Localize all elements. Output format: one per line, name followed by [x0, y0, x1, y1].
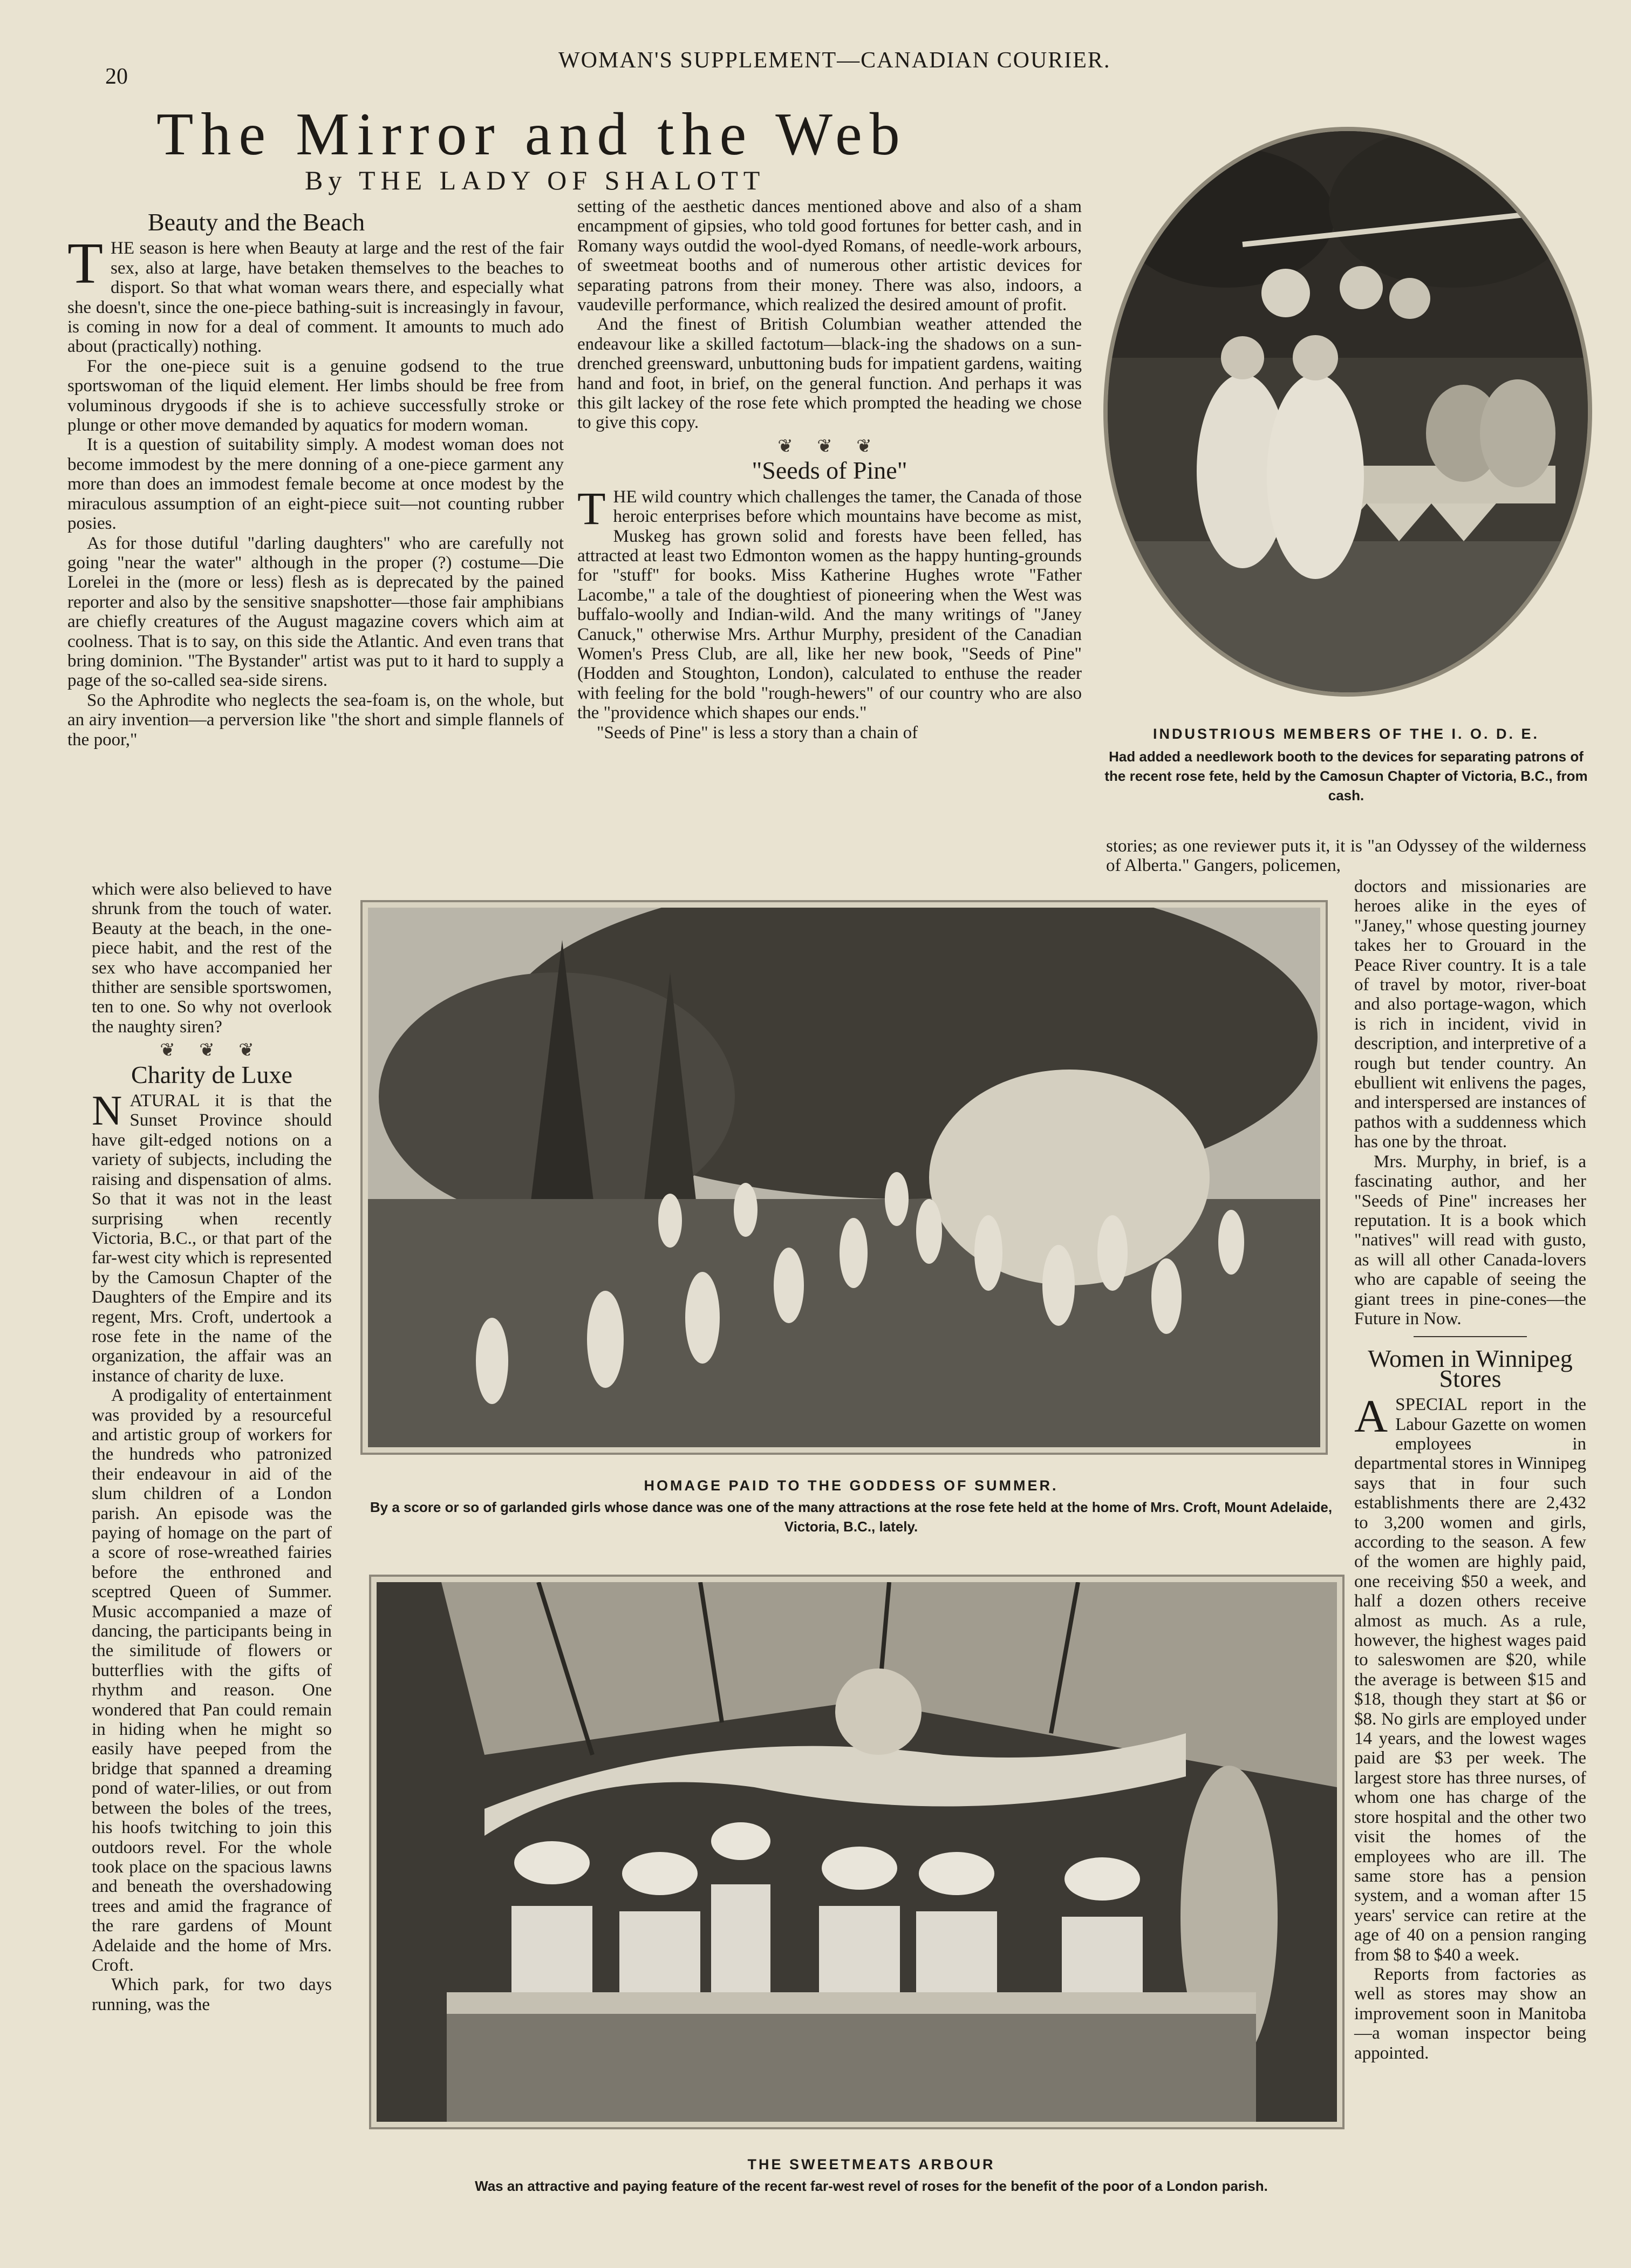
column-right-narrow: [1354, 877, 1586, 2063]
photo-iode-image: [1108, 131, 1588, 692]
caption-text: Was an attractive and paying feature of the recent far-west revel of roses for the benefit of the poor of a London parish.: [475, 2178, 1268, 2194]
column-beauty: [67, 209, 564, 750]
photo-homage-image: [368, 908, 1320, 1447]
page-number: 20: [105, 64, 128, 89]
paragraph: stories; as one reviewer puts it, it is "an Odyssey of the wilderness of Alberta." Gangers, policemen,: [1106, 836, 1586, 876]
caption-arbour: [378, 2156, 1365, 2196]
paragraph: For the one-piece suit is a genuine godsend to the true sportswoman of the liquid element. Her limbs should be free from voluminous drygoods if she is to achieve successfully stroke or plunge or other move demanded by aquatics for modern woman.: [67, 356, 564, 435]
drop-cap: T: [577, 482, 606, 534]
ornament: ❦ ❦ ❦: [777, 436, 882, 457]
caption-title: HOMAGE PAID TO THE GODDESS OF SUMMER.: [644, 1477, 1059, 1494]
section-rule: [1414, 1336, 1527, 1337]
paragraph: Reports from factories as well as stores may show an improvement soon in Manitoba—a woman inspector being appointed.: [1354, 1964, 1586, 2063]
paragraph: THE season is here when Beauty at large and the rest of the fair sex, also at large, have betaken themselves to the beaches to disport. So that what woman wears there, and especially what she doesn't, since the one-piece bathing-suit is increasingly in favour, is coming in now for a deal of comment. It amounts to much ado about (practically) nothing.: [67, 231, 564, 357]
photo-homage: [363, 902, 1326, 1453]
caption-text: By a score or so of garlanded girls whose dance was one of the many attractions at the rose fete held at the home of Mrs. Croft, Mount Adelaide, Victoria, B.C., lately.: [370, 1499, 1333, 1535]
photo-iode: [1103, 127, 1592, 697]
paragraph: "Seeds of Pine" is less a story than a chain of: [597, 723, 918, 743]
photo-arbour: [371, 1577, 1342, 2127]
drop-cap: T: [67, 231, 103, 296]
paragraph: Mrs. Murphy, in brief, is a fascinating author, and her "Seeds of Pine" increases her reputation. It is a book which "natives" will read with gusto, as will all other Canada-lovers who are capable of seeing the giant trees in pine-cones—the Future in Now.: [1354, 1152, 1586, 1329]
paragraph: So the Aphrodite who neglects the sea-foam is, on the whole, but an airy invention—a perversion like "the short and simple flannels of the poor,": [67, 690, 564, 750]
paragraph: Which park, for two days running, was the: [92, 1975, 332, 2014]
paragraph: ASPECIAL report in the Labour Gazette on women employees in departmental stores in Winnipeg says that in four such establishments there are 2,432 to 3,200 women and girls, according to the season. A few of the women are highly paid, one receiving $50 a week, and half a dozen others receive almost as much. As a rule, however, the highest wages paid to saleswomen are $20, while the average is between $15 and $18, though they start at $6 or $8. No girls are employed under 14 years, and the lowest wages paid are $3 per week. The largest store has three nurses, of whom one has charge of the store hospital and the other two visit the homes of the employees who are ill. The same store has a pension system, and a woman after 15 years' service can retire at the age of 40 on a pension ranging from $8 to $40 a week.: [1354, 1390, 1586, 1965]
paragraph: As for those dutiful "darling daughters" who are carefully not going "near the water" although in the proper (?) costume—Die Lorelei in the (more or less) flesh as is deprecated by the pained reporter and also by the sensitive snapshotter—those fair amphibians are chiefly creatures of the August magazine covers which aim at coolness. That is to say, on this side the Atlantic. And even trans that bring dominion. "The Bystander" artist was put to it hard to supply a page of the so-called sea-side sirens.: [67, 533, 564, 691]
caption-homage: [356, 1477, 1346, 1536]
paragraph: which were also believed to have shrunk from the touch of water. Beauty at the beach, in the one-piece habit, and the rest of the sex who have accompanied her thither are sensible sportswomen, ten to one. So why not overlook the naughty siren?: [92, 880, 332, 1037]
paragraph: And the finest of British Columbian weather attended the endeavour like a skilled factotum—black-ing the shadows on a sun-drenched greensward, unbuttoning buds for impatient gardens, waiting hand and foot, in brief, on the general function. And perhaps it was this gilt lackey of the rose fete which prompted the heading we chose to give this copy.: [577, 315, 1082, 433]
drop-cap: A: [1354, 1390, 1388, 1442]
caption-text: Had added a needlework booth to the devices for separating patrons of the recent rose fete, held by the Camosun Chapter of Victoria, B.C., from cash.: [1104, 748, 1588, 803]
heading-winnipeg: Women in Winnipeg Stores: [1368, 1345, 1573, 1392]
byline: By THE LADY OF SHALOTT: [305, 165, 766, 195]
running-head: WOMAN'S SUPPLEMENT—CANADIAN COURIER.: [558, 48, 1111, 73]
column-narrow: [92, 880, 332, 2014]
caption-title: INDUSTRIOUS MEMBERS OF THE I. O. D. E.: [1152, 726, 1540, 742]
column-middle: [577, 197, 1082, 743]
paragraph: setting of the aesthetic dances mentioned above and also of a sham encampment of gipsies, who told good fortunes for better cash, and in Romany ways outdid the wool-dyed Romans, of needle-work arbours, of sweetmeat booths and of numerous other artistic devices for separating patrons from their money. There was also, indoors, a vaudeville performance, which realized the desired amount of profit.: [577, 197, 1082, 315]
paragraph: THE wild country which challenges the tamer, the Canada of those heroic enterprises before which mountains have become as mist, Muskeg has grown solid and forests have been felled, has attracted at least two Edmonton women as the happy hunting-grounds for "stuff" for books. Miss Katherine Hughes wrote "Father Lacombe," a tale of the doughtiest of pioneering when the West was buffalo-woolly and Indian-wild. And the many writings of "Janey Canuck," otherwise Mrs. Arthur Murphy, president of the Canadian Women's Press Club, are all, like her new book, "Seeds of Pine" (Hodden and Stoughton, London), calculated to enthuse the reader with feeling for the bold "rough-hewers" of our country who are also the "providence which shapes our ends.": [577, 482, 1082, 723]
ornament: ❦ ❦ ❦: [160, 1040, 264, 1061]
caption-title: THE SWEETMEATS ARBOUR: [747, 2156, 995, 2172]
paragraph: NATURAL it is that the Sunset Province should have gilt-edged notions on a variety of subjects, including the raising and dispensation of alms. So that it was not in the least surprising when recently Victoria, B.C., or that part of the far-west city which is represented by the Camosun Chapter of the Daughters of the Empire and its regent, Mrs. Croft, undertook a rose fete in the name of the organization, the affair was an instance of charity de luxe.: [92, 1087, 332, 1386]
article-title: The Mirror and the Web: [156, 101, 907, 168]
paragraph: It is a question of suitability simply. A modest woman does not become immodest by the mere donning of a one-piece garment any more than does an immodest female become at once modest by the miraculous assumption of an eight-piece suit—not counting rubber posies.: [67, 435, 564, 534]
heading-charity: Charity de Luxe: [131, 1060, 292, 1088]
paragraph: doctors and missionaries are heroes alike in the eyes of "Janey," whose questing journey takes her to Grouard in the Peace River country. It is a tale of travel by motor, river-boat and also portage-wagon, which is rich in incident, vivid in description, and interpretive of a rough but tender country. An ebullient wit enlivens the pages, and interspersed are instances of pathos with a suddenness which has one by the throat.: [1354, 877, 1586, 1152]
heading-beauty: Beauty and the Beach: [147, 208, 365, 236]
photo-arbour-image: [377, 1582, 1337, 2122]
caption-iode: [1103, 726, 1589, 805]
drop-cap: N: [92, 1087, 122, 1134]
column-right: [1106, 836, 1586, 876]
paragraph: A prodigality of entertainment was provided by a resourceful and artistic group of workers for the hundreds who patronized their endeavour in aid of the slum children of a London parish. An episode was the paying of homage on the part of a score of rose-wreathed fairies before the enthroned and sceptred Queen of Summer. Music accompanied a maze of dancing, the participants being in the similitude of flowers or butterflies with the gifts of rhythm and reason. One wondered that Pan could remain in hiding when he might so easily have peeped from the bridge that spanned a dreaming pond of water-lilies, or out from between the boles of the trees, his hoofs twitching to join this outdoors revel. For the whole took place on the spacious lawns and beneath the overshadowing trees and amid the fragrance of the rare gardens of Mount Adelaide and the home of Mrs. Croft.: [92, 1386, 332, 1975]
heading-pine: "Seeds of Pine": [752, 457, 907, 485]
